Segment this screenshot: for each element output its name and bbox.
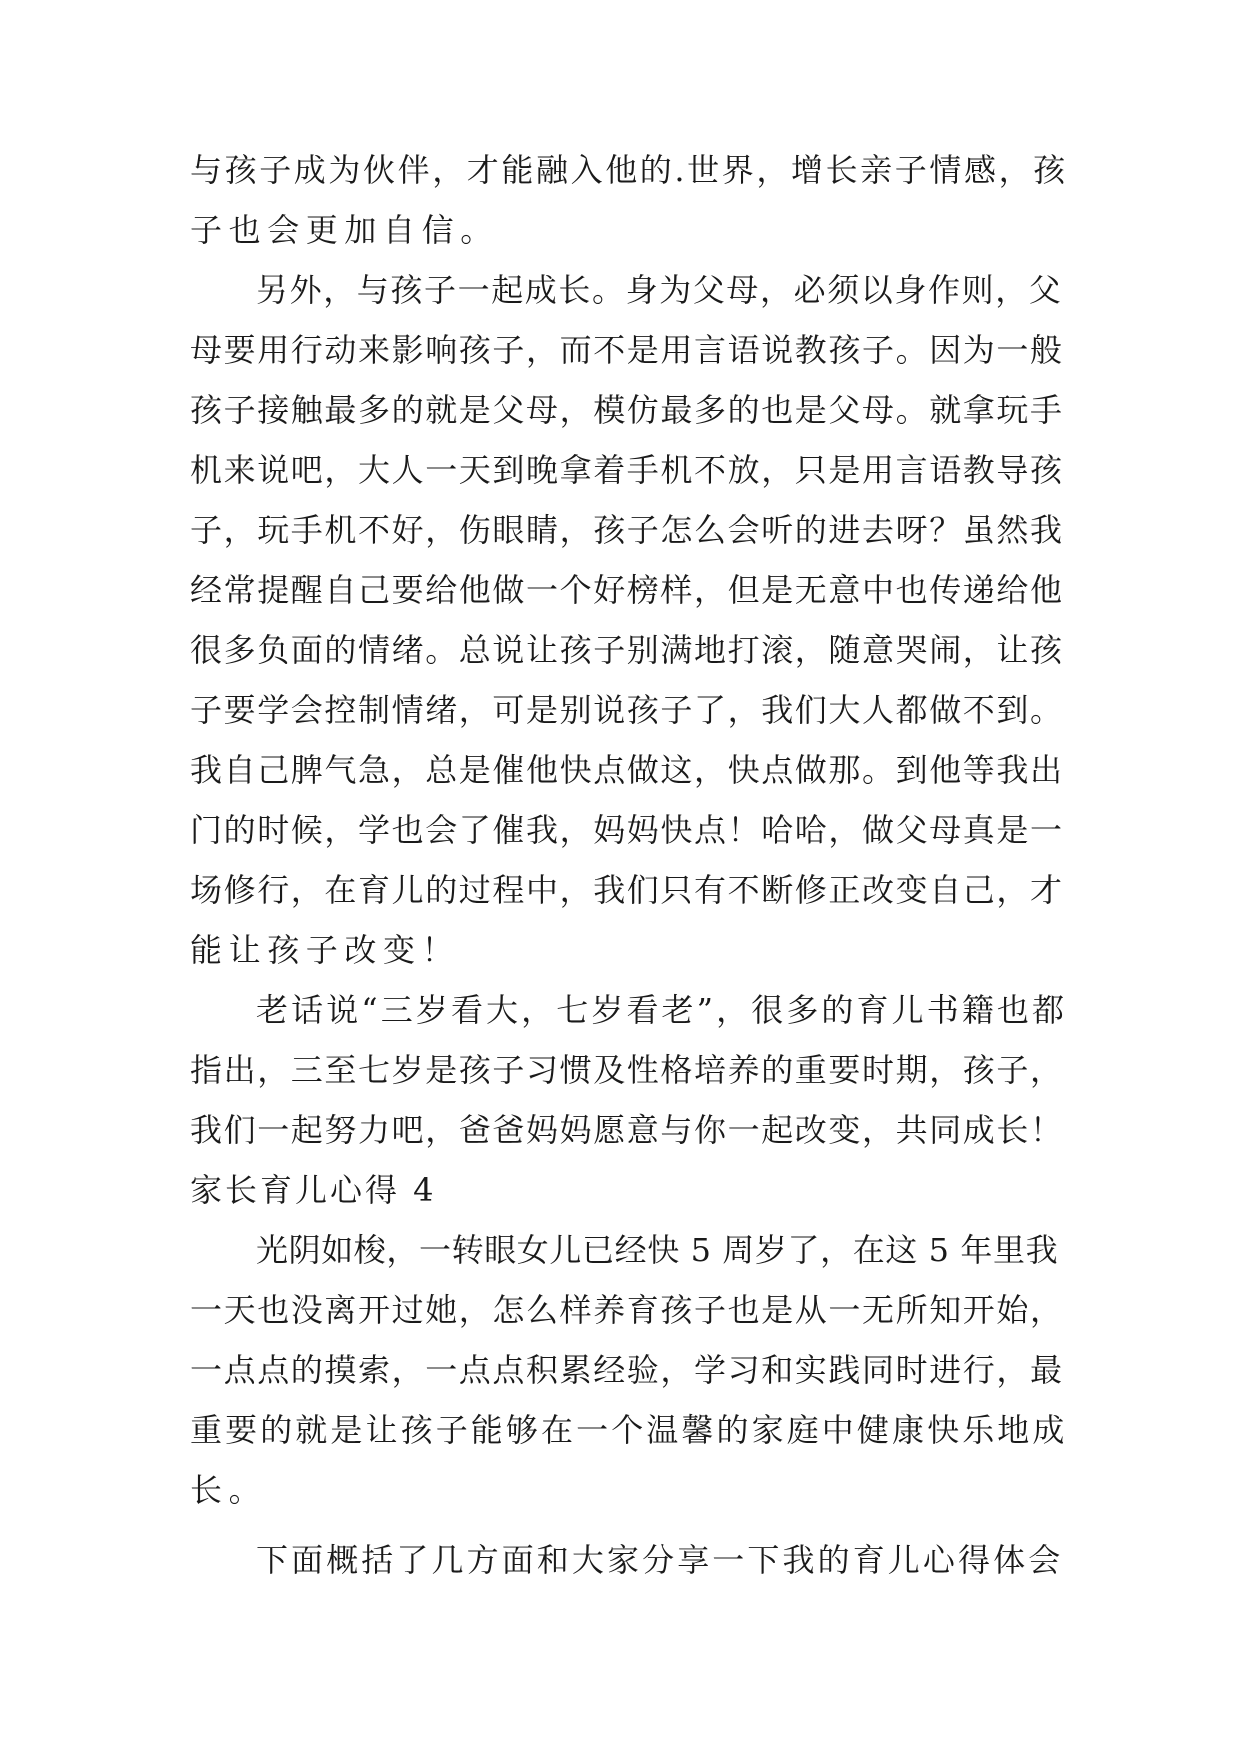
text-line: 场修行，在育儿的过程中，我们只有不断修正改变自己，才 <box>190 871 1064 909</box>
text-line: 子，玩手机不好，伤眼睛，孩子怎么会听的进去呀？虽然我 <box>190 511 1064 549</box>
paragraph-first-line: 另外，与孩子一起成长。身为父母，必须以身作则，父 <box>256 271 1063 309</box>
text-line: 很多负面的情绪。总说让孩子别满地打滚，随意哭闹，让孩 <box>190 631 1064 669</box>
text-line: 经常提醒自己要给他做一个好榜样，但是无意中也传递给他 <box>190 571 1064 609</box>
paragraph-first-line: 下面概括了几方面和大家分享一下我的育儿心得体会 <box>256 1541 1064 1579</box>
text-line: 我们一起努力吧，爸爸妈妈愿意与你一起改变，共同成长！ <box>190 1111 1064 1149</box>
paragraph-first-line: 老话说“三岁看大，七岁看老”，很多的育儿书籍也都 <box>256 991 1068 1029</box>
text-line: 与孩子成为伙伴，才能融入他的.世界，增长亲子情感，孩 <box>190 151 1068 189</box>
text-line: 指出，三至七岁是孩子习惯及性格培养的重要时期，孩子， <box>190 1051 1064 1089</box>
text-line: 门的时候，学也会了催我，妈妈快点！哈哈，做父母真是一 <box>190 811 1064 849</box>
text-line: 长。 <box>190 1471 268 1509</box>
paragraph-first-line: 光阴如梭，一转眼女儿已经快 5 周岁了，在这 5 年里我 <box>256 1231 1059 1269</box>
text-line: 一点点的摸索，一点点积累经验，学习和实践同时进行，最 <box>190 1351 1064 1389</box>
text-line: 能让孩子改变！ <box>190 931 461 969</box>
text-line: 一天也没离开过她，怎么样养育孩子也是从一无所知开始， <box>190 1291 1064 1329</box>
text-line: 重要的就是让孩子能够在一个温馨的家庭中健康快乐地成 <box>190 1411 1068 1449</box>
text-line: 子要学会控制情绪，可是别说孩子了，我们大人都做不到。 <box>190 691 1064 729</box>
text-line: 机来说吧，大人一天到晚拿着手机不放，只是用言语教导孩 <box>190 451 1064 489</box>
text-line: 子也会更加自信。 <box>190 211 499 249</box>
text-line: 孩子接触最多的就是父母，模仿最多的也是父母。就拿玩手 <box>190 391 1064 429</box>
text-line: 母要用行动来影响孩子，而不是用言语说教孩子。因为一般 <box>190 331 1064 369</box>
text-line: 我自己脾气急，总是催他快点做这，快点做那。到他等我出 <box>190 751 1064 789</box>
section-heading: 家长育儿心得 4 <box>190 1171 437 1209</box>
